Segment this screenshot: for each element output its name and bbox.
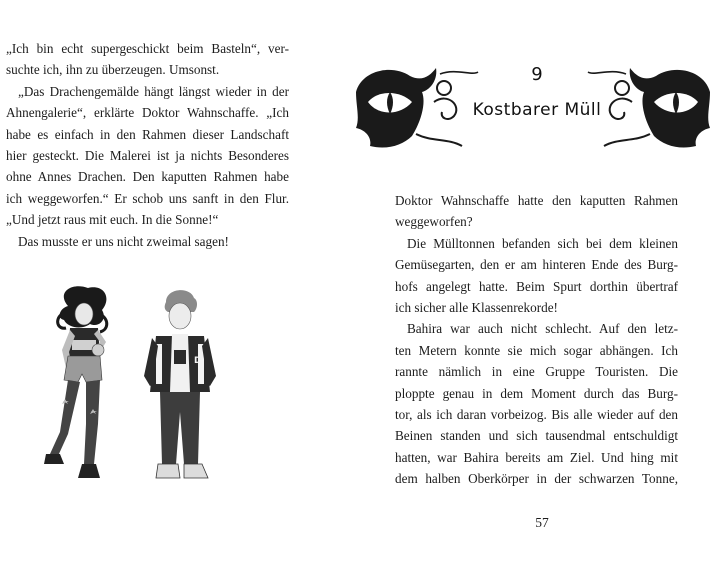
text-line: hatten, war Bahira bereits am Ziel. Und hing mit bbox=[395, 449, 678, 465]
text-line: Gemüsegarten, den er am hinteren Ende des Burg- bbox=[395, 257, 678, 273]
text-line: Beinen standen und sich tausendmal entschuldigt bbox=[395, 428, 678, 444]
text-line: suchte ich, ihn zu überzeugen. Umsonst. bbox=[6, 62, 220, 78]
right-page-text bbox=[395, 190, 678, 489]
text-line: ich sicher alle Klassenrekorde! bbox=[395, 299, 558, 315]
text-line: Bahira war auch nicht schlecht. Auf den letz- bbox=[407, 321, 678, 337]
illustration-two-kids bbox=[38, 284, 238, 499]
page-number: 57 bbox=[535, 515, 549, 530]
right-page bbox=[362, 0, 724, 579]
text-line: Das musste er uns nicht zweimal sagen! bbox=[18, 233, 229, 249]
text-line: dem halben Oberkörper in der schwarzen Tonne, bbox=[395, 471, 678, 487]
text-line: ohne Annes Drachen. Den kaputten Rahmen habe bbox=[6, 169, 289, 185]
text-line: ploppte genau in dem Moment durch das Burg- bbox=[395, 385, 678, 401]
text-line: Die Mülltonnen befanden sich bei dem kleinen bbox=[407, 235, 678, 251]
text-line: „Und jetzt raus mit euch. In die Sonne!“ bbox=[6, 212, 219, 228]
chapter-title: Kostbarer Müll bbox=[472, 100, 602, 120]
text-line: „Das Drachengemälde hängt längst wieder in der bbox=[18, 83, 289, 99]
boy-figure bbox=[144, 290, 216, 478]
text-line: hofs angelegt hatte. Beim Spurt dorthin übertraf bbox=[395, 278, 678, 294]
text-line: Doktor Wahnschaffe hatte den kaputten Rahmen bbox=[395, 193, 678, 208]
text-line: rannte nämlich in eine Gruppe Touristen. Die bbox=[395, 364, 678, 380]
text-line: „Ich bin echt supergeschickt beim Basteln“, ver- bbox=[6, 41, 289, 56]
text-line: weggeworfen? bbox=[395, 214, 473, 230]
text-line: habe es einfach in den Rahmen dieser Landschaft bbox=[6, 126, 289, 142]
text-line: ten Metern konnte sie mich sogar abhängen. Ich bbox=[395, 342, 678, 358]
text-line: ich weggeworfen.“ Er schob uns sanft in den Flur. bbox=[6, 190, 289, 206]
girl-figure bbox=[44, 286, 107, 478]
left-page-text bbox=[6, 38, 289, 252]
text-line: tor, als ich daran vorbeizog. Bis alle wieder auf den bbox=[395, 406, 678, 422]
jacket-letter: D bbox=[194, 356, 202, 366]
text-line: Ahnengalerie“, erklärte Doktor Wahnschaffe. „Ich bbox=[6, 105, 289, 121]
text-line: hier gesteckt. Die Malerei ist ja nichts Besonderes bbox=[6, 147, 289, 163]
chapter-number: 9 bbox=[531, 64, 543, 85]
